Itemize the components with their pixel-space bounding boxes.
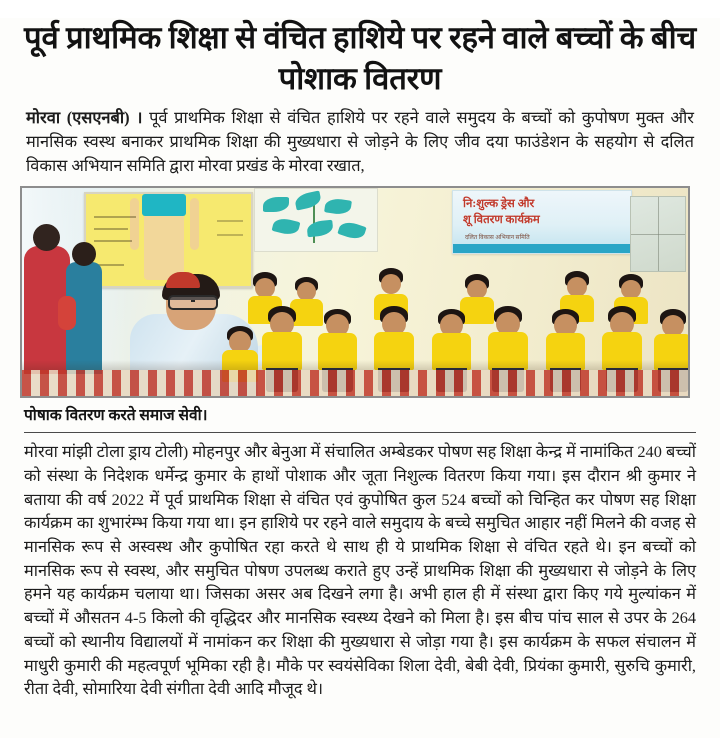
event-banner-line-2: शू वितरण कार्यक्रम: [463, 213, 540, 226]
newspaper-clipping: [0, 18, 720, 738]
child-head: [381, 274, 401, 294]
dateline: मोरवा (एसएनबी) ।: [26, 107, 143, 127]
event-banner-line-1: नि:शुल्क ड्रेस और: [463, 197, 535, 210]
adult-head: [72, 242, 96, 266]
page-title: पूर्व प्राथमिक शिक्षा से वंचित हाशिये पर रहने वाले बच्चों के बीच पोशाक वितरण: [24, 20, 696, 96]
photo-wrap: [20, 186, 700, 398]
leaf-shape: [306, 219, 333, 237]
event-banner: [452, 190, 632, 254]
intro-body: पूर्व प्राथमिक शिक्षा से वंचित हाशिये पर रहने वाले समुदय के बच्चों को कुपोषण मुक्त और मानसिक स्वस्थ बनाकर प्राथमिक शिक्षा की मुख्यधारा से जोड़ने के लिए जीव दया फाउंडेशन के सहयोग से दलित विकास अभियान समिति द्वारा मोरवा प्रखंड के मोरवा रखात,: [26, 107, 694, 175]
plant-chart-poster: [254, 188, 378, 252]
adult-head: [33, 224, 60, 251]
article-body: मोरवा मांझी टोला ड्राय टोली) मोहनपुर और बेनुआ में संचालित अम्बेडकर पोषण सह शिक्षा केन्द्र में नामांकित 240 बच्चों को संस्था के निदेशक धर्मेन्द्र कुमार के हाथों पोशाक और जूता निशुल्क वितरण किया गया। इस दौरान श्री कुमार ने बताया की वर्ष 2022 में पूर्व प्राथमिक शिक्षा से वंचित एवं कुपोषित कुल 524 बच्चों को चिन्हित कर पोषण सह शिक्षा कार्यक्रम का शुभारंम्भ किया गया था। इन हाशिये पर रहने वाले समुदाय के बच्चे समुचित आहार नहीं मिलने की वजह से मानसिक रूप से अस्वस्थ और कुपोषित रहा करते थे साथ ही ये प्राथमिक शिक्षा से वंचित रहते थे। इन बच्चों को मानसिक रूप से स्वस्थ, और समुचित पोषण उपलब्ध कराते हुए उन्हें प्राथमिक शिक्षा की मुख्यधारा से जोड़ने के लिए हमने यह कार्यक्रम चलाया था। जिसका असर अब दिखने लगा है। अभी हाल ही में संस्था द्वारा किए गये मुल्यांकन में बच्चों में औसतन 4-5 किलो की वृद्धिदर और मानसिक स्वस्थ्य देखने को मिला है। इस बीच पांच साल से उपर के 264 बच्चों को स्थानीय विद्यालयों में नामांकन कर शिक्षा की मुख्यधारा से जोड़ा गया है। इस कार्यक्रम के सफल संचालन में माधुरी कुमारी की महत्वपूर्ण भूमिका रही है। मौके पर स्वयंसेविका शिला देवी, बेबी देवी, प्रियंका कुमारी, सुरुचि कुमारी, रीता देवी, सोमारिया देवी संगीता देवी आदि मौजूद थे।: [24, 442, 696, 699]
article-photograph: [20, 186, 690, 398]
leaf-shape: [263, 197, 289, 212]
section-divider: [24, 432, 696, 433]
intro-paragraph: [26, 106, 694, 178]
event-banner-subtitle: दलित विकास अभियान समिति: [465, 234, 530, 241]
adult-arm: [58, 296, 76, 330]
chart-label-line: [94, 228, 128, 230]
leaf-shape: [272, 216, 301, 237]
chart-figure-shorts: [142, 194, 186, 216]
leaf-shape: [294, 190, 323, 210]
child-shirt: [460, 297, 494, 324]
child-head: [621, 280, 641, 299]
window-grill: [630, 196, 686, 272]
photo-caption: पोषाक वितरण करते समाज सेवी।: [24, 406, 208, 424]
child-head: [297, 282, 316, 301]
chart-label-line: [217, 220, 243, 222]
chart-label-line: [217, 234, 243, 236]
eyeglasses-icon: [168, 295, 218, 310]
floor-mat: [22, 370, 688, 396]
chart-label-line: [94, 240, 132, 242]
anatomy-chart-poster: [84, 192, 253, 288]
child-head: [255, 278, 275, 298]
chart-figure-arm-left: [130, 198, 139, 250]
chart-label-line: [94, 216, 136, 218]
leaf-shape: [337, 219, 366, 241]
child-head: [567, 277, 587, 297]
chart-figure-arm-right: [190, 198, 199, 250]
floor-shadow: [22, 360, 688, 370]
event-banner-strip: [453, 244, 631, 253]
leaf-shape: [324, 197, 352, 215]
child-head: [467, 280, 487, 299]
